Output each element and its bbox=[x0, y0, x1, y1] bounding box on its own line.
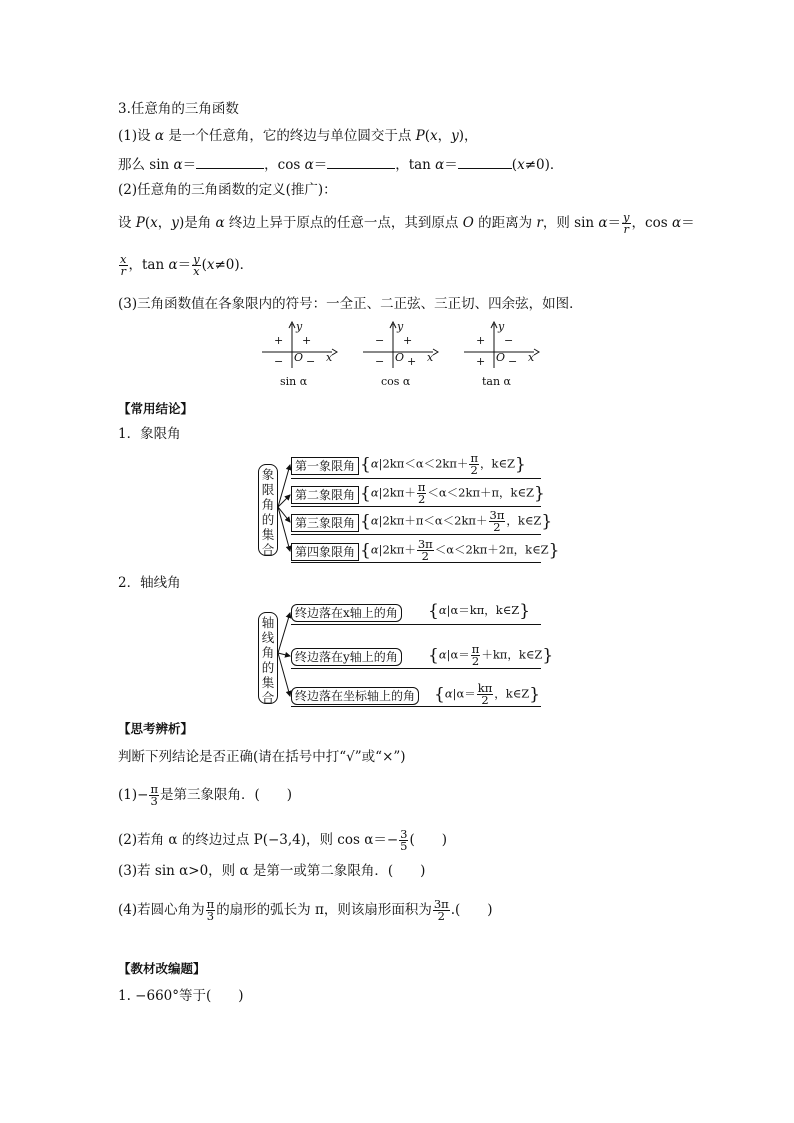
think-question-2: (2)若角 α 的终边过点 P(−3,4)，则 cos α＝− $\frac{3}{5}$ ( ) bbox=[118, 827, 448, 853]
textbook-question-1: 1. −660°等于( ) bbox=[118, 988, 244, 1004]
fraction-x-over-r: $\frac{x}{r}$ bbox=[120, 252, 127, 278]
function-label: tan α bbox=[482, 375, 511, 388]
section-title: 3.任意角的三角函数 bbox=[118, 101, 239, 117]
axis-label: y bbox=[397, 320, 404, 333]
quadrant-sign-diagram bbox=[363, 320, 439, 390]
branch-label: 终边落在坐标轴上的角 bbox=[291, 687, 419, 705]
think-question-1: (1)− $\frac{\pi}{3}$ 是第三象限角．( ) bbox=[118, 782, 293, 808]
axis-label: y bbox=[498, 320, 505, 333]
paragraph-4: 设 P(x，y)是角 α 终边上异于原点的任意一点，其到原点 O 的距离为 r，则 sin α＝ $\frac{y}{r}$ ，cos α＝ bbox=[118, 210, 695, 236]
blank-sin[interactable] bbox=[196, 154, 264, 169]
branch-set: {α|α＝ $\frac{\pi}{2}$ ＋kπ，k∈Z} bbox=[428, 642, 554, 668]
branch-set: {α|2kπ＜α＜2kπ＋ $\frac{\pi}{2}$ ，k∈Z} bbox=[360, 451, 526, 477]
fraction-y-over-x: $\frac{y}{x}$ bbox=[193, 252, 200, 278]
think-question-3: (3)若 sin α>0，则 α 是第一或第二象限角．( ) bbox=[118, 863, 426, 879]
quadrant-II-sign: − bbox=[375, 334, 385, 347]
branch-label: 终边落在y轴上的角 bbox=[291, 648, 402, 666]
think-heading: 【思考辨析】 bbox=[118, 721, 194, 736]
branch-set: {α|2kπ＋ $\frac{\pi}{2}$ ＜α＜2kπ＋π，k∈Z} bbox=[360, 480, 545, 506]
tree-root: 象限角的集合 bbox=[258, 464, 278, 556]
quadrant-II-sign: + bbox=[476, 334, 486, 347]
branch-label: 第一象限角 bbox=[291, 457, 359, 475]
common-heading: 【常用结论】 bbox=[118, 401, 194, 416]
quadrant-II-sign: + bbox=[274, 334, 284, 347]
branch-label: 第三象限角 bbox=[291, 514, 359, 532]
paragraph-5: $\frac{x}{r}$ ，tan α＝ $\frac{y}{x}$ (x≠0)． bbox=[120, 252, 254, 278]
textbook-heading: 【教材改编题】 bbox=[118, 961, 206, 976]
branch-label: 第二象限角 bbox=[291, 486, 359, 504]
quadrant-III-sign: − bbox=[274, 355, 284, 368]
quadrant-I-sign: − bbox=[504, 334, 514, 347]
branch-set: {α|2kπ＋ $\frac{3\pi}{2}$ ＜α＜2kπ＋2π，k∈Z} bbox=[360, 537, 560, 563]
quadrant-IV-sign: − bbox=[508, 355, 518, 368]
quadrant-sign-diagram bbox=[262, 320, 338, 390]
axis-angle-tree bbox=[258, 598, 554, 708]
paragraph-6: (3)三角函数值在各象限内的符号：一全正、二正弦、三正切、四余弦，如图． bbox=[118, 296, 583, 312]
axis-label: x bbox=[528, 351, 535, 364]
item-axis-angle: 2．轴线角 bbox=[118, 575, 181, 591]
function-label: sin α bbox=[280, 375, 308, 388]
blank-cos[interactable] bbox=[327, 154, 395, 169]
paragraph-1: (1)设 α 是一个任意角，它的终边与单位圆交于点 P(x，y)， bbox=[118, 128, 478, 144]
branch-set: {α|α＝kπ，k∈Z} bbox=[428, 601, 531, 621]
branch-set: {α|α＝ $\frac{k\pi}{2}$ ，k∈Z} bbox=[434, 681, 541, 707]
axis-label: y bbox=[296, 320, 303, 333]
axis-label: O bbox=[294, 351, 304, 364]
axis-label: O bbox=[496, 351, 506, 364]
axis-label: x bbox=[427, 351, 434, 364]
blank-tan[interactable] bbox=[458, 154, 512, 169]
paragraph-2: 那么 sin α＝ ，cos α＝ ，tan α＝ (x≠0)． bbox=[118, 154, 563, 174]
quadrant-angle-tree bbox=[258, 450, 560, 565]
quadrant-III-sign: + bbox=[476, 355, 486, 368]
quadrant-sign-diagram bbox=[464, 320, 540, 390]
quadrant-III-sign: − bbox=[375, 355, 385, 368]
quadrant-I-sign: + bbox=[302, 334, 312, 347]
think-question-4: (4)若圆心角为 $\frac{\pi}{3}$ 的扇形的弧长为 π，则该扇形面积为 $\frac{3\pi}{2}$ .( ) bbox=[118, 897, 493, 923]
quadrant-IV-sign: − bbox=[306, 355, 316, 368]
function-label: cos α bbox=[381, 375, 411, 388]
tree-root: 轴线角的集合 bbox=[258, 612, 278, 704]
item-quadrant-angle: 1．象限角 bbox=[118, 426, 181, 442]
quadrant-IV-sign: + bbox=[407, 355, 417, 368]
axis-label: O bbox=[395, 351, 405, 364]
axis-label: x bbox=[326, 351, 333, 364]
branch-label: 第四象限角 bbox=[291, 543, 359, 561]
think-intro: 判断下列结论是否正确(请在括号中打“√”或“×”) bbox=[118, 749, 406, 765]
quadrant-I-sign: + bbox=[403, 334, 413, 347]
branch-label: 终边落在x轴上的角 bbox=[291, 604, 402, 622]
fraction-y-over-r: $\frac{y}{r}$ bbox=[623, 210, 630, 236]
paragraph-3: (2)任意角的三角函数的定义(推广)： bbox=[118, 182, 337, 198]
branch-set: {α|2kπ＋π＜α＜2kπ＋ $\frac{3\pi}{2}$ ，k∈Z} bbox=[360, 508, 553, 534]
